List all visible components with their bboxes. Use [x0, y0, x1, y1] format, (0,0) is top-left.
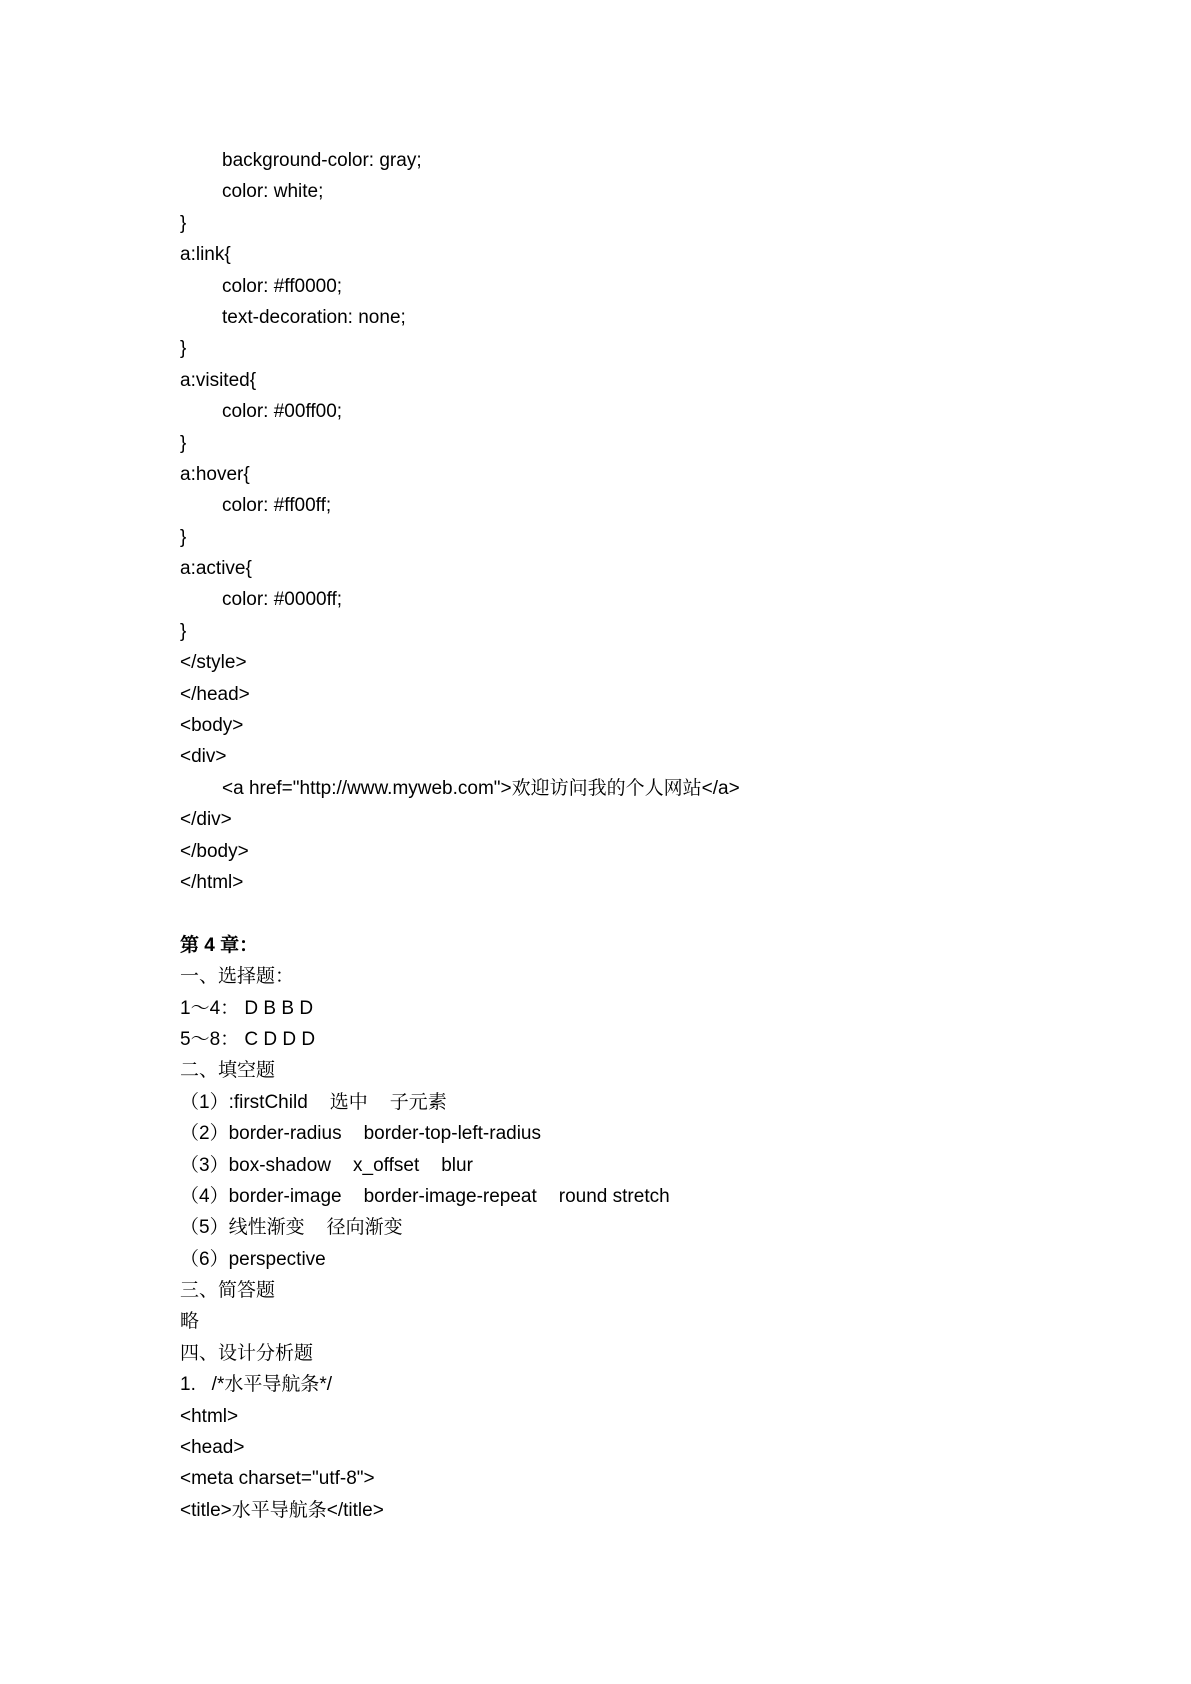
- fill-answer-part: x_offset: [353, 1154, 420, 1176]
- code-line: a:visited{: [180, 369, 257, 391]
- code-line: </style>: [180, 652, 247, 674]
- blank-line: [180, 898, 1080, 929]
- code-line: a:active{: [180, 558, 252, 580]
- code-line: background-color: gray;: [222, 150, 422, 171]
- fill-answer-part: border-image: [228, 1185, 342, 1207]
- code-line: color: #ff0000;: [222, 275, 343, 297]
- fill-answer-number: （1）: [180, 1091, 229, 1113]
- code-line: color: #0000ff;: [222, 589, 343, 611]
- code-line: color: #ff00ff;: [222, 495, 332, 517]
- code-line: }: [180, 338, 187, 360]
- fill-answer-item: [180, 1150, 1080, 1181]
- code-line: color: #00ff00;: [222, 401, 343, 423]
- code-line: }: [180, 432, 187, 454]
- code-line: a:link{: [180, 244, 231, 266]
- code-line: color: white;: [222, 181, 324, 203]
- fill-answer-part: 线性渐变: [228, 1217, 305, 1239]
- fill-answers: [180, 1087, 1080, 1275]
- fill-answer-part: border-top-left-radius: [363, 1123, 541, 1145]
- design-code-listing: [180, 1369, 1080, 1526]
- fill-answer-part: box-shadow: [228, 1154, 332, 1176]
- choice-heading: 一、选择题：: [180, 966, 295, 988]
- code-line: text-decoration: none;: [222, 306, 406, 328]
- fill-answer-item: [180, 1212, 1080, 1243]
- fill-answer-part: 径向渐变: [326, 1217, 403, 1239]
- fill-answer-part: 子元素: [389, 1091, 447, 1113]
- fill-answer-part: border-image-repeat: [363, 1185, 537, 1207]
- fill-answer-part: border-radius: [228, 1123, 342, 1145]
- code-line: <a href="http://www.myweb.com">欢迎访问我的个人网站</a>: [222, 777, 740, 799]
- code-line: </head>: [180, 683, 250, 705]
- fill-answer-number: （3）: [180, 1154, 229, 1176]
- fill-answer-item: [180, 1181, 1080, 1212]
- chapter-title: 第 4 章：: [180, 934, 259, 956]
- fill-answer-number: （6）: [180, 1248, 229, 1270]
- choice-answer-1: 1～4： D B B D: [180, 997, 314, 1019]
- code-line: </html>: [180, 871, 244, 893]
- code-line: }: [180, 212, 187, 234]
- fill-answer-item: [180, 1118, 1080, 1149]
- code-line: </div>: [180, 809, 232, 831]
- design-code-line: <html>: [180, 1405, 239, 1427]
- code-line: }: [180, 620, 187, 642]
- fill-answer-number: （2）: [180, 1123, 229, 1145]
- code-line: <div>: [180, 746, 227, 768]
- design-code-line: <title>水平导航条</title>: [180, 1499, 384, 1521]
- design-code-line: <meta charset="utf-8">: [180, 1468, 375, 1490]
- fill-answer-part: blur: [441, 1154, 473, 1176]
- fill-answer-part: 选中: [329, 1091, 368, 1113]
- choice-answer-2: 5～8： C D D D: [180, 1028, 316, 1050]
- fill-answer-number: （4）: [180, 1185, 229, 1207]
- fill-heading: 二、填空题: [180, 1060, 276, 1082]
- code-line: </body>: [180, 840, 249, 862]
- document-body: [180, 145, 1080, 1526]
- design-code-line: <head>: [180, 1437, 245, 1459]
- fill-answer-part: perspective: [228, 1248, 326, 1270]
- fill-answer-item: [180, 1087, 1080, 1118]
- design-heading: 四、设计分析题: [180, 1342, 314, 1364]
- code-line: <body>: [180, 715, 244, 737]
- code-line: a:hover{: [180, 463, 250, 485]
- fill-answer-part: :firstChild: [228, 1091, 308, 1113]
- code-listing: [180, 145, 1080, 898]
- fill-answer-number: （5）: [180, 1217, 229, 1239]
- short-heading: 三、简答题: [180, 1280, 276, 1302]
- fill-answer-item: [180, 1244, 1080, 1275]
- fill-answer-part: round stretch: [558, 1185, 670, 1207]
- code-line: }: [180, 526, 187, 548]
- design-code-line: 1. /*水平导航条*/: [180, 1374, 333, 1396]
- short-answer: 略: [180, 1311, 200, 1333]
